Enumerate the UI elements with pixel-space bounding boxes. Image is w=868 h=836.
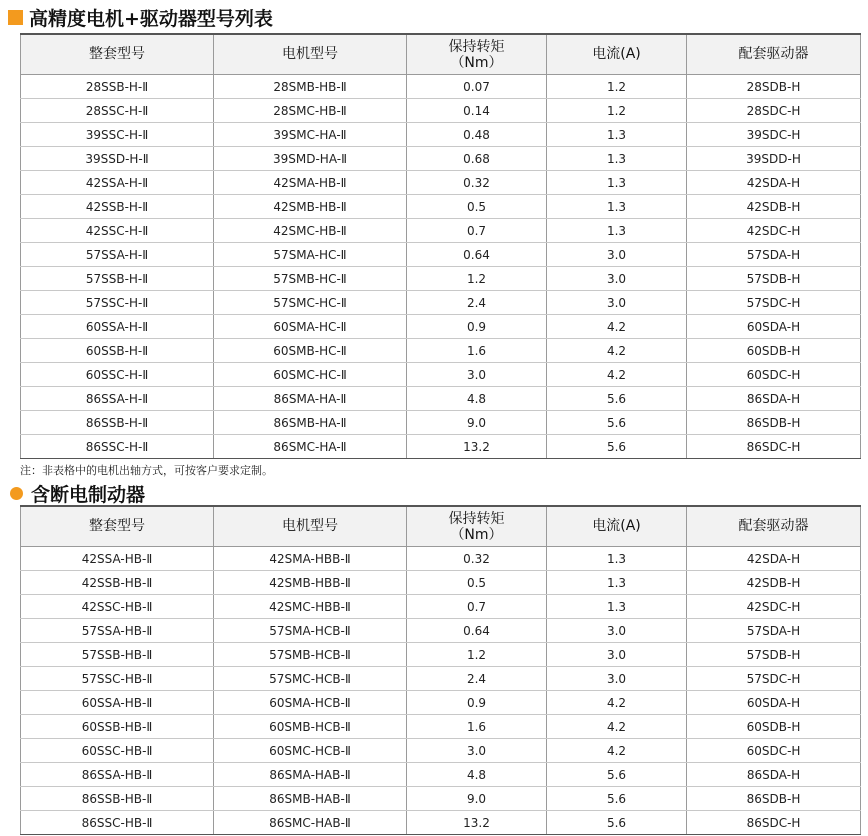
cell-motor-model: 57SMB-HC-Ⅱ — [214, 267, 407, 291]
cell-current: 3.0 — [547, 243, 687, 267]
orange-dot-icon — [10, 487, 23, 500]
cell-motor-model: 86SMC-HA-Ⅱ — [214, 435, 407, 459]
cell-current: 5.6 — [547, 387, 687, 411]
cell-motor-model: 86SMB-HAB-Ⅱ — [214, 787, 407, 811]
table-row — [21, 547, 861, 571]
table-row — [21, 267, 861, 291]
cell-set-model: 42SSB-H-Ⅱ — [21, 195, 214, 219]
cell-driver: 60SDA-H — [687, 691, 861, 715]
cell-driver: 28SDB-H — [687, 75, 861, 99]
header-motor-model: 电机型号 — [214, 506, 407, 547]
section-2-heading — [8, 480, 145, 506]
cell-holding-torque: 0.9 — [407, 315, 547, 339]
cell-motor-model: 57SMC-HCB-Ⅱ — [214, 667, 407, 691]
cell-motor-model: 42SMA-HB-Ⅱ — [214, 171, 407, 195]
cell-motor-model: 42SMB-HB-Ⅱ — [214, 195, 407, 219]
cell-set-model: 86SSA-HB-Ⅱ — [21, 763, 214, 787]
cell-driver: 42SDB-H — [687, 571, 861, 595]
cell-holding-torque: 0.9 — [407, 691, 547, 715]
cell-holding-torque: 0.5 — [407, 571, 547, 595]
cell-motor-model: 42SMB-HBB-Ⅱ — [214, 571, 407, 595]
cell-holding-torque: 0.32 — [407, 547, 547, 571]
table-row — [21, 739, 861, 763]
header-holding-torque — [407, 34, 547, 75]
cell-current: 1.2 — [547, 99, 687, 123]
cell-driver: 28SDC-H — [687, 99, 861, 123]
cell-current: 5.6 — [547, 435, 687, 459]
footnote: 注：非表格中的电机出轴方式，可按客户要求定制。 — [20, 464, 273, 477]
cell-current: 4.2 — [547, 339, 687, 363]
cell-holding-torque: 0.64 — [407, 243, 547, 267]
cell-holding-torque: 9.0 — [407, 411, 547, 435]
table-row — [21, 715, 861, 739]
cell-holding-torque: 1.6 — [407, 339, 547, 363]
cell-holding-torque: 0.14 — [407, 99, 547, 123]
cell-motor-model: 42SMA-HBB-Ⅱ — [214, 547, 407, 571]
cell-motor-model: 60SMB-HCB-Ⅱ — [214, 715, 407, 739]
cell-driver: 42SDB-H — [687, 195, 861, 219]
cell-holding-torque: 2.4 — [407, 291, 547, 315]
table-row — [21, 195, 861, 219]
cell-driver: 86SDB-H — [687, 787, 861, 811]
header-current: 电流(A) — [547, 506, 687, 547]
cell-motor-model: 57SMB-HCB-Ⅱ — [214, 643, 407, 667]
cell-driver: 57SDB-H — [687, 267, 861, 291]
cell-driver: 86SDC-H — [687, 811, 861, 835]
table-row — [21, 99, 861, 123]
cell-holding-torque: 9.0 — [407, 787, 547, 811]
table-row — [21, 243, 861, 267]
cell-holding-torque: 3.0 — [407, 363, 547, 387]
cell-current: 1.3 — [547, 219, 687, 243]
cell-set-model: 42SSA-H-Ⅱ — [21, 171, 214, 195]
cell-holding-torque: 0.07 — [407, 75, 547, 99]
header-set-model: 整套型号 — [21, 506, 214, 547]
cell-holding-torque: 13.2 — [407, 435, 547, 459]
cell-driver: 42SDC-H — [687, 219, 861, 243]
table-row — [21, 75, 861, 99]
cell-set-model: 57SSC-H-Ⅱ — [21, 291, 214, 315]
cell-set-model: 39SSC-H-Ⅱ — [21, 123, 214, 147]
table-row — [21, 435, 861, 459]
cell-current: 3.0 — [547, 619, 687, 643]
cell-driver: 60SDC-H — [687, 363, 861, 387]
header-holding-torque-unit: （Nm） — [450, 54, 503, 71]
cell-current: 4.2 — [547, 315, 687, 339]
cell-set-model: 86SSB-HB-Ⅱ — [21, 787, 214, 811]
cell-holding-torque: 0.7 — [407, 595, 547, 619]
cell-current: 4.2 — [547, 739, 687, 763]
cell-driver: 42SDA-H — [687, 547, 861, 571]
section-1-heading — [8, 4, 273, 30]
cell-driver: 42SDC-H — [687, 595, 861, 619]
cell-motor-model: 86SMC-HAB-Ⅱ — [214, 811, 407, 835]
cell-current: 3.0 — [547, 667, 687, 691]
cell-holding-torque: 3.0 — [407, 739, 547, 763]
table-row — [21, 411, 861, 435]
cell-motor-model: 39SMD-HA-Ⅱ — [214, 147, 407, 171]
cell-driver: 86SDA-H — [687, 387, 861, 411]
cell-set-model: 60SSB-H-Ⅱ — [21, 339, 214, 363]
cell-driver: 60SDA-H — [687, 315, 861, 339]
cell-set-model: 42SSC-H-Ⅱ — [21, 219, 214, 243]
cell-motor-model: 28SMB-HB-Ⅱ — [214, 75, 407, 99]
cell-holding-torque: 2.4 — [407, 667, 547, 691]
cell-set-model: 60SSA-HB-Ⅱ — [21, 691, 214, 715]
cell-set-model: 86SSB-H-Ⅱ — [21, 411, 214, 435]
table-row — [21, 363, 861, 387]
cell-holding-torque: 4.8 — [407, 763, 547, 787]
cell-holding-torque: 1.2 — [407, 267, 547, 291]
cell-current: 5.6 — [547, 763, 687, 787]
brake-motor-table — [20, 505, 861, 835]
table-row — [21, 291, 861, 315]
cell-set-model: 42SSC-HB-Ⅱ — [21, 595, 214, 619]
cell-current: 1.3 — [547, 595, 687, 619]
table-header-row — [21, 34, 861, 75]
cell-current: 1.3 — [547, 171, 687, 195]
cell-holding-torque: 1.2 — [407, 643, 547, 667]
cell-holding-torque: 0.64 — [407, 619, 547, 643]
cell-driver: 57SDB-H — [687, 643, 861, 667]
header-driver: 配套驱动器 — [687, 506, 861, 547]
cell-motor-model: 60SMB-HC-Ⅱ — [214, 339, 407, 363]
cell-motor-model: 60SMA-HC-Ⅱ — [214, 315, 407, 339]
table-row — [21, 315, 861, 339]
header-motor-model: 电机型号 — [214, 34, 407, 75]
table-row — [21, 787, 861, 811]
cell-set-model: 57SSB-HB-Ⅱ — [21, 643, 214, 667]
header-driver: 配套驱动器 — [687, 34, 861, 75]
header-holding-torque — [407, 506, 547, 547]
cell-driver: 39SDC-H — [687, 123, 861, 147]
cell-current: 3.0 — [547, 643, 687, 667]
cell-motor-model: 42SMC-HB-Ⅱ — [214, 219, 407, 243]
cell-set-model: 57SSA-H-Ⅱ — [21, 243, 214, 267]
cell-current: 1.3 — [547, 195, 687, 219]
cell-driver: 86SDB-H — [687, 411, 861, 435]
cell-set-model: 28SSC-H-Ⅱ — [21, 99, 214, 123]
cell-set-model: 86SSC-H-Ⅱ — [21, 435, 214, 459]
cell-driver: 60SDB-H — [687, 339, 861, 363]
cell-holding-torque: 0.32 — [407, 171, 547, 195]
cell-current: 1.3 — [547, 547, 687, 571]
cell-current: 4.2 — [547, 691, 687, 715]
cell-motor-model: 86SMA-HAB-Ⅱ — [214, 763, 407, 787]
motor-driver-table — [20, 33, 861, 459]
cell-set-model: 60SSA-H-Ⅱ — [21, 315, 214, 339]
cell-current: 5.6 — [547, 411, 687, 435]
cell-driver: 57SDC-H — [687, 291, 861, 315]
cell-set-model: 60SSB-HB-Ⅱ — [21, 715, 214, 739]
header-holding-torque-label: 保持转矩 — [448, 510, 505, 527]
cell-holding-torque: 0.7 — [407, 219, 547, 243]
cell-current: 4.2 — [547, 363, 687, 387]
cell-motor-model: 60SMC-HCB-Ⅱ — [214, 739, 407, 763]
cell-motor-model: 60SMC-HC-Ⅱ — [214, 363, 407, 387]
cell-driver: 57SDA-H — [687, 619, 861, 643]
cell-motor-model: 28SMC-HB-Ⅱ — [214, 99, 407, 123]
section-1-title: 高精度电机+驱动器型号列表 — [29, 7, 273, 30]
table-row — [21, 667, 861, 691]
cell-set-model: 60SSC-HB-Ⅱ — [21, 739, 214, 763]
cell-motor-model: 57SMC-HC-Ⅱ — [214, 291, 407, 315]
cell-set-model: 42SSB-HB-Ⅱ — [21, 571, 214, 595]
cell-driver: 57SDC-H — [687, 667, 861, 691]
cell-holding-torque: 0.5 — [407, 195, 547, 219]
cell-holding-torque: 13.2 — [407, 811, 547, 835]
header-current: 电流(A) — [547, 34, 687, 75]
cell-driver: 60SDB-H — [687, 715, 861, 739]
cell-holding-torque: 1.6 — [407, 715, 547, 739]
cell-current: 5.6 — [547, 811, 687, 835]
cell-current: 1.3 — [547, 123, 687, 147]
cell-current: 1.3 — [547, 147, 687, 171]
cell-current: 1.3 — [547, 571, 687, 595]
cell-set-model: 57SSA-HB-Ⅱ — [21, 619, 214, 643]
cell-motor-model: 42SMC-HBB-Ⅱ — [214, 595, 407, 619]
cell-set-model: 60SSC-H-Ⅱ — [21, 363, 214, 387]
cell-set-model: 28SSB-H-Ⅱ — [21, 75, 214, 99]
cell-motor-model: 39SMC-HA-Ⅱ — [214, 123, 407, 147]
cell-driver: 39SDD-H — [687, 147, 861, 171]
cell-set-model: 86SSA-H-Ⅱ — [21, 387, 214, 411]
cell-driver: 42SDA-H — [687, 171, 861, 195]
table-row — [21, 171, 861, 195]
section-2-title: 含断电制动器 — [31, 483, 146, 506]
cell-holding-torque: 0.48 — [407, 123, 547, 147]
cell-set-model: 57SSC-HB-Ⅱ — [21, 667, 214, 691]
table-row — [21, 691, 861, 715]
cell-holding-torque: 0.68 — [407, 147, 547, 171]
cell-set-model: 42SSA-HB-Ⅱ — [21, 547, 214, 571]
cell-current: 1.2 — [547, 75, 687, 99]
cell-driver: 57SDA-H — [687, 243, 861, 267]
table-row — [21, 595, 861, 619]
table-row — [21, 811, 861, 835]
header-holding-torque-label: 保持转矩 — [448, 38, 505, 55]
orange-square-icon — [8, 10, 23, 25]
header-holding-torque-unit: （Nm） — [450, 526, 503, 543]
table-row — [21, 147, 861, 171]
cell-current: 3.0 — [547, 267, 687, 291]
table-row — [21, 619, 861, 643]
table-row — [21, 387, 861, 411]
cell-motor-model: 57SMA-HC-Ⅱ — [214, 243, 407, 267]
cell-driver: 86SDC-H — [687, 435, 861, 459]
cell-driver: 86SDA-H — [687, 763, 861, 787]
cell-motor-model: 86SMB-HA-Ⅱ — [214, 411, 407, 435]
cell-driver: 60SDC-H — [687, 739, 861, 763]
table-row — [21, 763, 861, 787]
table-row — [21, 219, 861, 243]
cell-motor-model: 57SMA-HCB-Ⅱ — [214, 619, 407, 643]
cell-set-model: 39SSD-H-Ⅱ — [21, 147, 214, 171]
table-row — [21, 643, 861, 667]
cell-current: 3.0 — [547, 291, 687, 315]
table-header-row — [21, 506, 861, 547]
cell-current: 4.2 — [547, 715, 687, 739]
table-row — [21, 571, 861, 595]
table-row — [21, 123, 861, 147]
cell-holding-torque: 4.8 — [407, 387, 547, 411]
cell-set-model: 86SSC-HB-Ⅱ — [21, 811, 214, 835]
cell-motor-model: 60SMA-HCB-Ⅱ — [214, 691, 407, 715]
table-row — [21, 339, 861, 363]
header-set-model: 整套型号 — [21, 34, 214, 75]
cell-set-model: 57SSB-H-Ⅱ — [21, 267, 214, 291]
cell-current: 5.6 — [547, 787, 687, 811]
cell-motor-model: 86SMA-HA-Ⅱ — [214, 387, 407, 411]
